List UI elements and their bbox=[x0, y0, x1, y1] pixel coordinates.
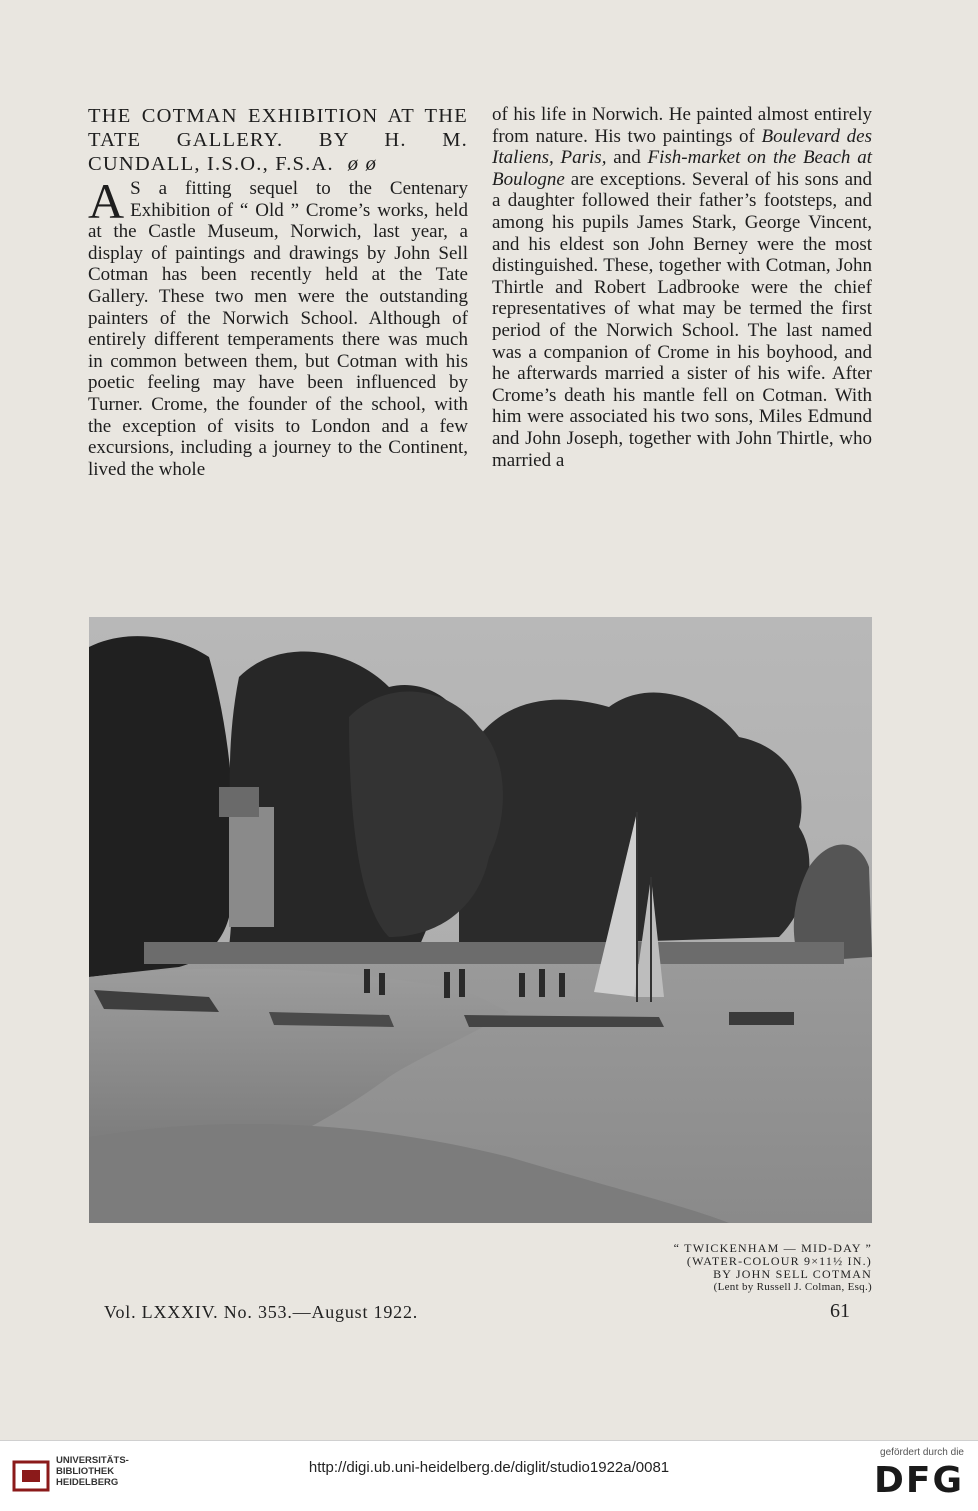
right-text-3: are exceptions. Several of his sons and a daughter followed their father’s footsteps, and among his pupils James Stark, George Vincent, and his eldest son John Berney were the most distinguished. These, together with Cotman, John Thirtle and Robert Ladbrooke were the chief representatives of what may be termed the first period of the Norwich School. The last named was a companion of Crome in his boyhood, and he afterwards married a sister of his wife. After Crome’s death his mantle fell on Cotman. With him were associated his two sons, Miles Edmund and John Joseph, together with John Thirtle, who married a bbox=[492, 168, 872, 471]
painting-title-boulevard: Boulevard des Italiens, Paris, bbox=[492, 125, 872, 169]
caption-title: “ TWICKENHAM — MID-DAY ” bbox=[673, 1241, 872, 1255]
painting-illustration bbox=[89, 617, 872, 1223]
right-text-1: of his life in Norwich. He painted almost entirely from nature. His two paintings of bbox=[492, 104, 872, 147]
right-text-2: and bbox=[606, 147, 648, 169]
volume-info: Vol. LXXXIV. No. 353.—August 1922. bbox=[104, 1302, 419, 1322]
caption-artist: BY JOHN SELL COTMAN bbox=[713, 1267, 872, 1281]
dfg-logo[interactable]: DFG bbox=[873, 1460, 964, 1501]
painting-title-fish-market: Fish-market on the Beach at Boulogne bbox=[492, 147, 872, 190]
left-body-text: S a fitting sequel to the Centenary Exhibition of “ Old ” Crome’s works, held at the Castle Museum, Norwich, last year, a display of paintings and drawings by John Sell Cotman has been recently held at the Tate Gallery. These two men were the outstanding painters of the Norwich School. Although of entirely different temperaments there was much in common between them, but Cotman with his poetic feeling may have been influenced by Turner. Crome, the founder of the school, with the exception of visits to London and a few excursions, including a journey to the Continent, lived the whole bbox=[88, 178, 468, 480]
caption-medium: (WATER-COLOUR 9×11½ IN.) bbox=[686, 1254, 872, 1268]
article-title-text: THE COTMAN EXHIBITION AT THE TATE GALLERY. BY H. M. CUNDALL, I.S.O., F.S.A. bbox=[88, 105, 468, 175]
viewer-footer-bar bbox=[0, 1440, 978, 1511]
ornament: ø ø bbox=[347, 153, 378, 175]
funded-by-label: gefördert durch die bbox=[880, 1447, 964, 1458]
university-line-2: BIBLIOTHEK bbox=[56, 1466, 115, 1477]
article-paragraph-right bbox=[492, 104, 872, 471]
permalink-url[interactable]: http://digi.ub.uni-heidelberg.de/diglit/studio1922a/0081 bbox=[308, 1459, 670, 1476]
figure-caption bbox=[560, 1242, 872, 1294]
right-column bbox=[492, 104, 872, 471]
painting-image bbox=[89, 617, 872, 1223]
drop-cap: A bbox=[88, 173, 125, 229]
caption-lender: (Lent by Russell J. Colman, Esq.) bbox=[713, 1281, 872, 1293]
page-number: 61 bbox=[830, 1300, 850, 1322]
university-line-3: HEIDELBERG bbox=[56, 1477, 119, 1488]
article-title bbox=[88, 104, 468, 176]
left-column bbox=[88, 104, 468, 480]
university-line-1: UNIVERSITÄTS- bbox=[56, 1455, 129, 1466]
article-paragraph-left bbox=[88, 173, 468, 480]
